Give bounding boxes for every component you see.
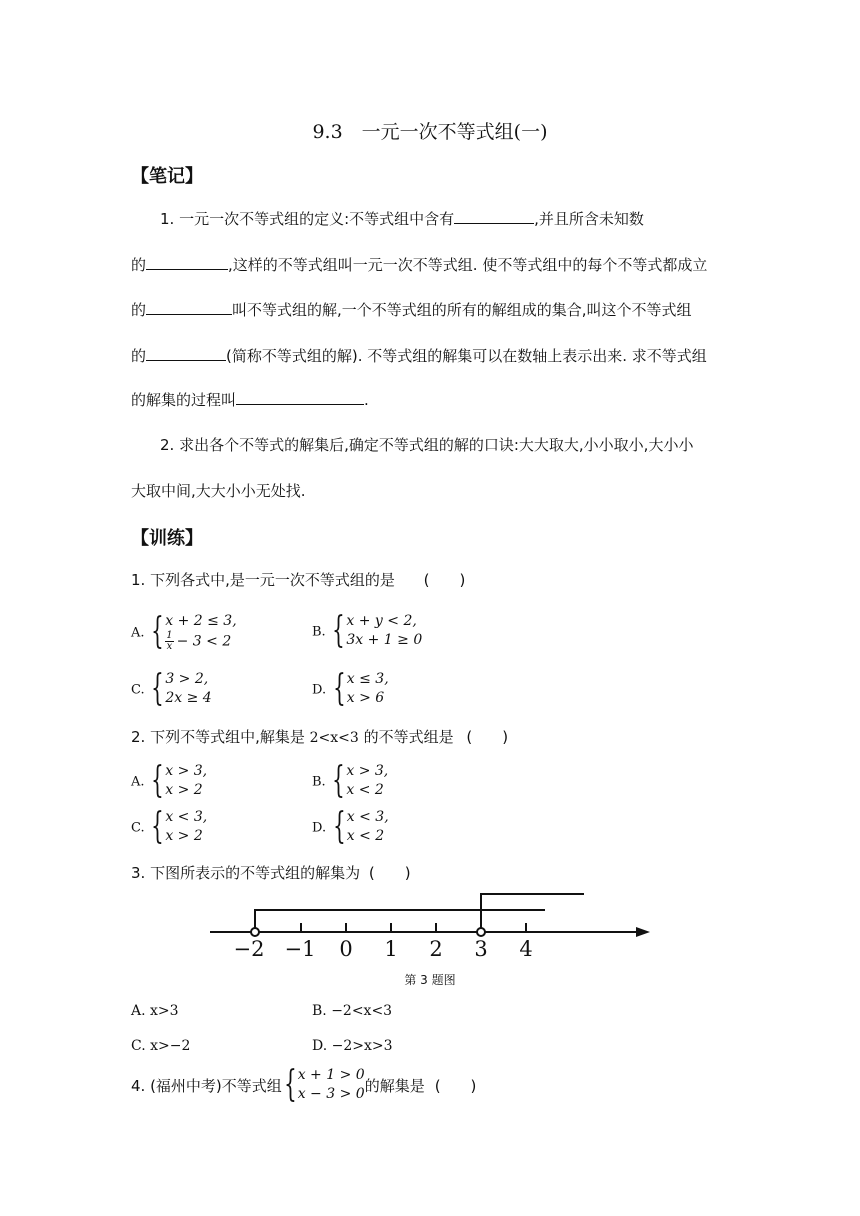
line-2: x > 2: [165, 828, 203, 844]
page-title: 9.3 一元一次不等式组(一): [312, 121, 548, 143]
q3-option-a[interactable]: A. x>3: [131, 1003, 179, 1019]
notes-p2-line2: 大取中间,大大小小无处找.: [131, 482, 306, 500]
text: 的: [131, 347, 147, 365]
option-label: C.: [131, 820, 145, 836]
line-2: 3x + 1 ≥ 0: [346, 632, 423, 648]
line-1: x > 3,: [346, 763, 389, 779]
line-2: x > 6: [346, 690, 385, 706]
option-label: D.: [312, 820, 327, 836]
notes-p2-line1: 2. 求出各个不等式的解集后,确定不等式组的解的口诀:大大取大,小小取小,大小小: [160, 436, 694, 454]
text: 叫不等式组的解,一个不等式组的所有的解组成的集合,叫这个不等式组: [232, 301, 692, 319]
line-2: x > 2: [165, 782, 203, 798]
brace-icon: {: [151, 611, 165, 652]
text: 2. 下列不等式组中,解集是: [131, 728, 305, 746]
text: ,并且所含未知数: [534, 210, 644, 228]
text: 的: [131, 301, 147, 319]
line-2: x < 2: [346, 782, 384, 798]
tick-label: −1: [284, 937, 316, 961]
solution-ray-lower: [255, 910, 545, 928]
line-1: x ≤ 3,: [346, 671, 389, 687]
tick-label: 4: [519, 937, 533, 961]
q3-option-c[interactable]: C. x>−2: [131, 1038, 191, 1054]
text: 的解集是: [364, 1076, 425, 1095]
inequality-system: [282, 1066, 365, 1104]
line-1: x + 1 > 0: [297, 1067, 365, 1083]
arrow-icon: [636, 927, 650, 937]
brace-icon: {: [283, 1064, 297, 1105]
numerator: 1: [166, 630, 173, 641]
text: 的: [131, 256, 147, 274]
open-circle: [251, 928, 259, 936]
answer-paren[interactable]: ( ): [434, 1076, 477, 1095]
q3-option-d[interactable]: D. −2>x>3: [312, 1038, 393, 1054]
option-label: B.: [312, 774, 326, 790]
brace-icon: {: [333, 668, 346, 709]
option-label: A.: [131, 625, 145, 641]
line-1: x < 3,: [165, 809, 208, 825]
line-2: x < 2: [346, 828, 385, 844]
text: 3. 下图所表示的不等式组的解集为: [131, 864, 361, 882]
option-label: A.: [131, 774, 145, 790]
tick-label: −2: [233, 937, 265, 961]
line-1: x + y < 2,: [346, 613, 417, 629]
line-2: 2x ≥ 4: [165, 690, 212, 706]
math-expression: 2<x<3: [309, 730, 359, 746]
brace-icon: {: [151, 806, 165, 847]
q3-option-b[interactable]: B. −2<x<3: [312, 1003, 393, 1019]
text: 的不等式组是: [363, 728, 454, 746]
line-1: x + 2 ≤ 3,: [165, 613, 237, 629]
brace-icon: {: [151, 760, 165, 801]
tick-label: 2: [429, 937, 443, 961]
figure-caption: 第 3 题图: [404, 973, 456, 987]
option-label: B.: [312, 624, 326, 640]
brace-icon: {: [332, 610, 346, 651]
answer-paren[interactable]: ( ): [466, 728, 509, 746]
brace-icon: {: [333, 806, 346, 847]
denominator: x: [166, 641, 173, 652]
brace-icon: {: [332, 760, 346, 801]
line-2: x − 3 > 0: [297, 1086, 365, 1102]
open-circle: [477, 928, 485, 936]
line-1: 3 > 2,: [165, 671, 209, 687]
option-label: D.: [312, 682, 327, 698]
tick-label: 0: [339, 937, 353, 961]
line-1: x > 3,: [165, 763, 208, 779]
answer-paren[interactable]: ( ): [423, 571, 466, 589]
training-heading: 【训练】: [131, 528, 203, 549]
brace-icon: {: [151, 668, 165, 709]
tick-label: 1: [384, 937, 398, 961]
answer-paren[interactable]: ( ): [368, 864, 411, 882]
tick-label: 3: [474, 937, 488, 961]
text: 1. 下列各式中,是一元一次不等式组的是: [131, 571, 395, 589]
q4-stem: [131, 1066, 476, 1104]
text: 的解集的过程叫: [131, 391, 237, 409]
line-1: x < 3,: [346, 809, 389, 825]
text: 4. (福州中考)不等式组: [131, 1076, 282, 1095]
rest: − 3 < 2: [176, 633, 232, 650]
text: 1. 一元一次不等式组的定义:不等式组中含有: [160, 210, 455, 228]
text: (简称不等式组的解). 不等式组的解集可以在数轴上表示出来. 求不等式组: [226, 347, 707, 365]
text: ,这样的不等式组叫一元一次不等式组. 使不等式组中的每个不等式都成立: [228, 256, 708, 274]
notes-heading: 【笔记】: [131, 166, 203, 187]
text: .: [364, 391, 369, 409]
option-label: C.: [131, 682, 145, 698]
